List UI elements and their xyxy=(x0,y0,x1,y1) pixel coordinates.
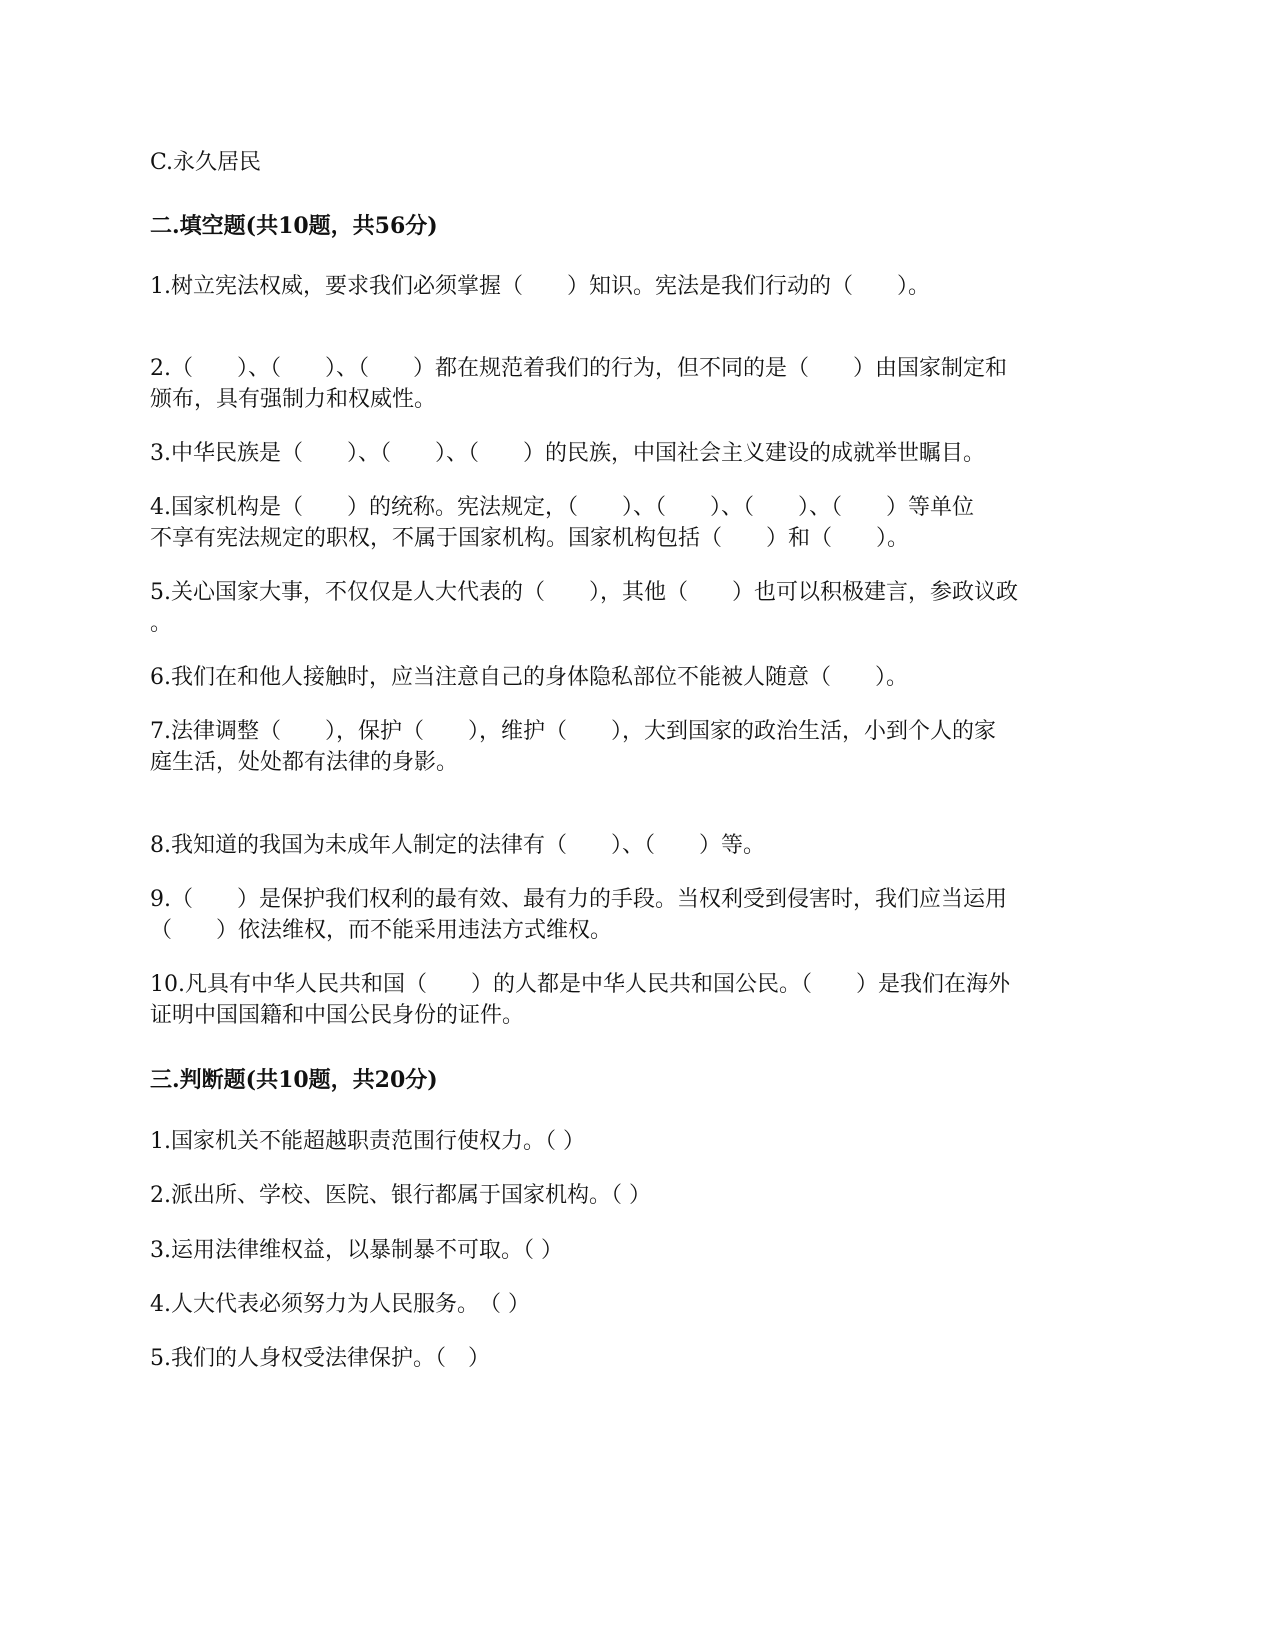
fill-blank-q10-line2: 证明中国国籍和中国公民身份的证件。 xyxy=(150,1003,525,1028)
fill-blank-q5-line2: 。 xyxy=(150,611,173,636)
fill-blank-q4-line1: 4.国家机构是（ ）的统称。宪法规定，（ ）、（ ）、（ ）、（ ）等单位 xyxy=(150,495,974,520)
fill-blank-q10-line1: 10.凡具有中华人民共和国（ ）的人都是中华人民共和国公民。（ ）是我们在海外 xyxy=(150,972,1010,997)
fill-blank-q1: 1.树立宪法权威，要求我们必须掌握（ ）知识。宪法是我们行动的（ ）。 xyxy=(150,274,930,299)
true-false-q2: 2.派出所、学校、医院、银行都属于国家机构。（ ） xyxy=(150,1183,651,1208)
fill-blank-q2-line1: 2.（ ）、（ ）、（ ）都在规范着我们的行为，但不同的是（ ）由国家制定和 xyxy=(150,356,1007,381)
fill-blank-q3: 3.中华民族是（ ）、（ ）、（ ）的民族，中国社会主义建设的成就举世瞩目。 xyxy=(150,441,985,466)
section-true-false-heading: 三.判断题(共10题，共20分) xyxy=(150,1067,438,1093)
section-fill-blank-heading: 二.填空题(共10题，共56分) xyxy=(150,213,438,239)
fill-blank-q2-line2: 颁布，具有强制力和权威性。 xyxy=(150,387,437,412)
true-false-q1: 1.国家机关不能超越职责范围行使权力。（ ） xyxy=(150,1129,585,1154)
fill-blank-q7-line2: 庭生活，处处都有法律的身影。 xyxy=(150,750,459,775)
fill-blank-q5-line1: 5.关心国家大事，不仅仅是人大代表的（ ），其他（ ）也可以积极建言，参政议政 xyxy=(150,580,1018,605)
true-false-q5: 5.我们的人身权受法律保护。（ ） xyxy=(150,1346,490,1371)
fill-blank-q8: 8.我知道的我国为未成年人制定的法律有（ ）、（ ）等。 xyxy=(150,833,765,858)
fill-blank-q9-line1: 9.（ ）是保护我们权利的最有效、最有力的手段。当权利受到侵害时，我们应当运用 xyxy=(150,887,1007,912)
option-c: C.永久居民 xyxy=(150,150,262,175)
fill-blank-q7-line1: 7.法律调整（ ），保护（ ），维护（ ），大到国家的政治生活，小到个人的家 xyxy=(150,719,996,744)
fill-blank-q9-line2: （ ）依法维权，而不能采用违法方式维权。 xyxy=(150,918,613,943)
true-false-q4: 4.人大代表必须努力为人民服务。 （ ） xyxy=(150,1292,530,1317)
true-false-q3: 3.运用法律维权益，以暴制暴不可取。（ ） xyxy=(150,1238,563,1263)
fill-blank-q6: 6.我们在和他人接触时，应当注意自己的身体隐私部位不能被人随意（ ）。 xyxy=(150,665,908,690)
fill-blank-q4-line2: 不享有宪法规定的职权，不属于国家机构。国家机构包括（ ）和（ ）。 xyxy=(150,526,910,551)
